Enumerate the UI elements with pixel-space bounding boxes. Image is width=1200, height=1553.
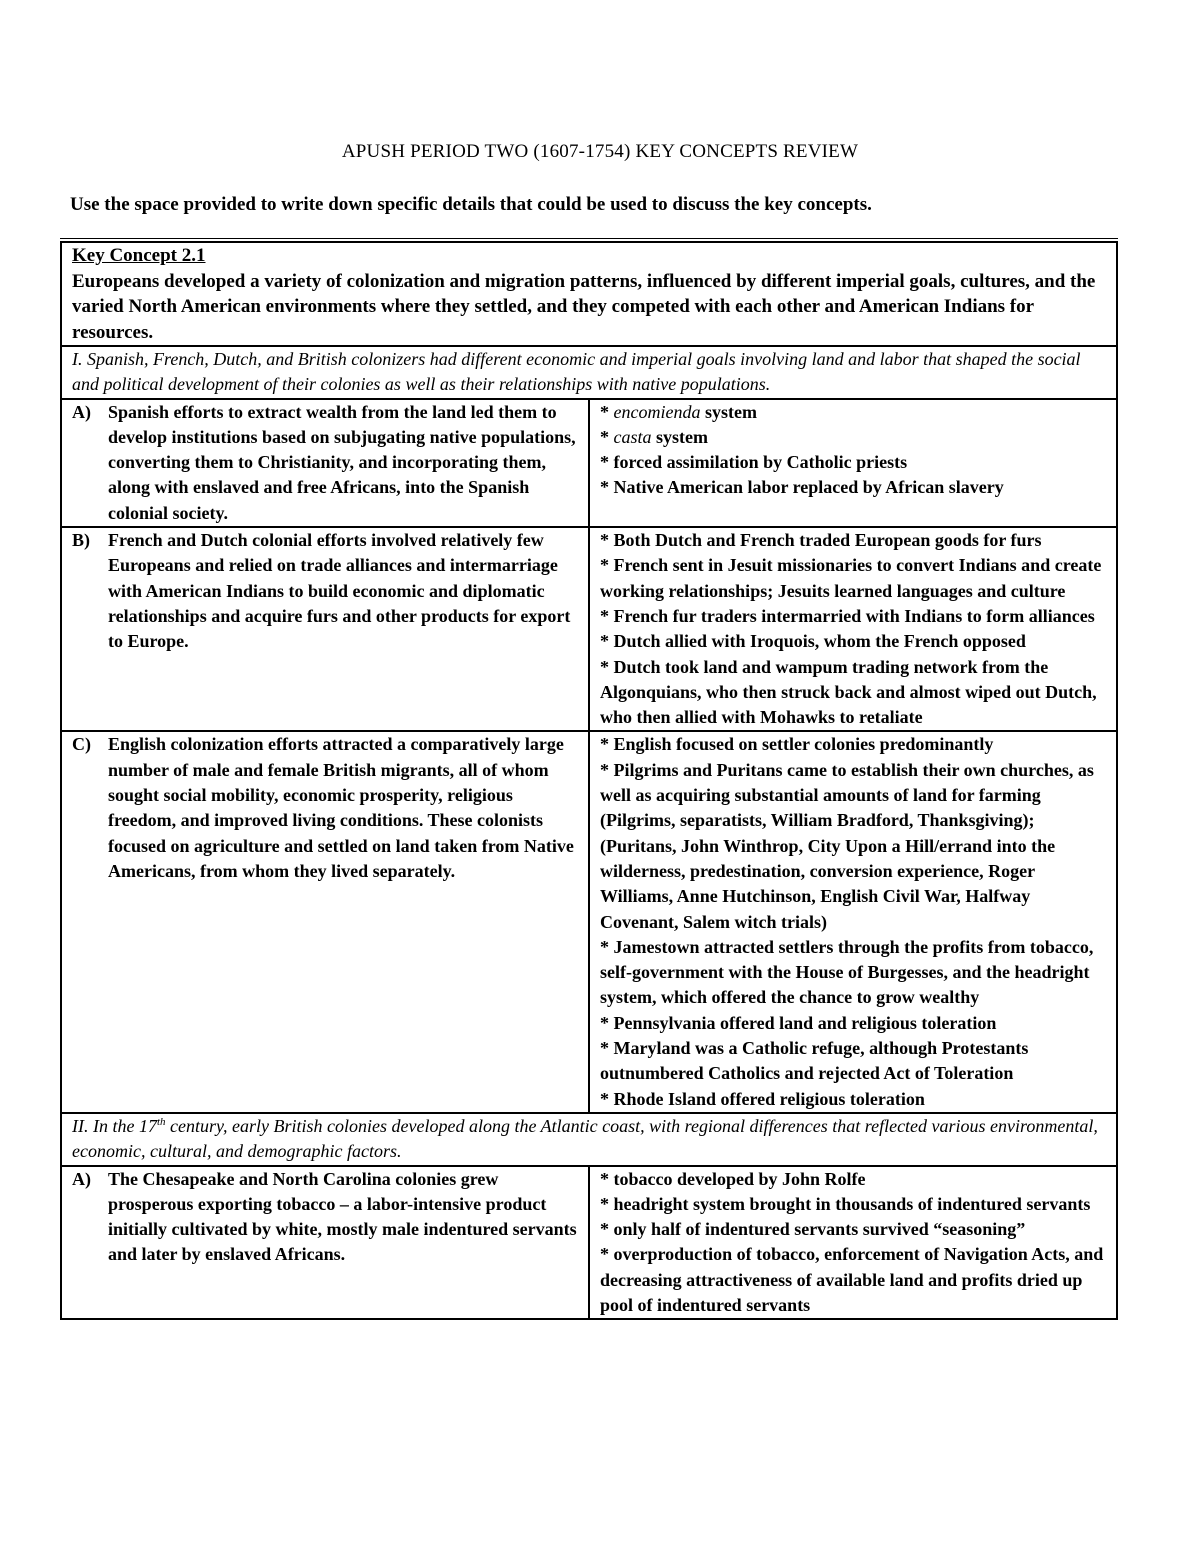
detail-item: * Dutch took land and wampum trading network from the Algonquians, who then struck back and almost wiped out Dutch, who then allied with Mohawks to retaliate [600, 656, 1097, 728]
key-concept-header-row [61, 242, 1117, 346]
detail-item: * tobacco developed by John Rolfe [600, 1168, 866, 1189]
detail-item: * French sent in Jesuit missionaries to convert Indians and create working relationships; Jesuits learned languages and culture [600, 555, 1102, 601]
table-row [61, 527, 1117, 731]
detail-item: * Pilgrims and Puritans came to establish their own churches, as well as acquiring substantial amounts of land for farming (Pilgrims, separatists, William Bradford, Thanksgiving); (Puritans, John Winthrop, City Upon a Hill/errand into the wilderness, predestination, conversion experience, Roger Williams, Anne Hutchinson, English Civil War, Halfway Covenant, Salem witch trials) [600, 759, 1094, 932]
concept-cell [61, 1166, 589, 1320]
key-concepts-table [60, 241, 1118, 1320]
concept-cell [61, 731, 589, 1112]
table-row [61, 399, 1117, 527]
concept-text: Spanish efforts to extract wealth from the land led them to develop institutions based on subjugating native populations, converting them to Christianity, and incorporating them, along with enslaved and free Africans, into the Spanish colonial society. [108, 401, 576, 523]
row-letter: C) [72, 734, 91, 755]
row-letter: A) [72, 1168, 91, 1189]
details-cell [589, 527, 1117, 731]
divider [60, 238, 1118, 239]
table-row [61, 1166, 1117, 1320]
detail-item: * only half of indentured servants survived “seasoning” [600, 1219, 1026, 1240]
section-heading-row [61, 1113, 1117, 1166]
details-cell [589, 399, 1117, 527]
detail-item: * Jamestown attracted settlers through the profits from tobacco, self-government with the House of Burgesses, and the headright system, which offered the chance to grow wealthy [600, 936, 1094, 1008]
detail-item: * French fur traders intermarried with Indians to form alliances [600, 605, 1095, 626]
detail-item: * Both Dutch and French traded European goods for furs [600, 530, 1042, 551]
concept-cell [61, 527, 589, 731]
concept-cell [61, 399, 589, 527]
detail-item: * casta system [600, 426, 708, 447]
row-letter: A) [72, 401, 91, 422]
row-letter: B) [72, 530, 90, 551]
section-heading-row [61, 346, 1117, 399]
detail-item: * encomienda system [600, 401, 757, 422]
section-1-heading: I. Spanish, French, Dutch, and British colonizers had different economic and imperial goals involving land and labor that shaped the social and political development of their colonies as well as their relationships with native populations. [61, 346, 1117, 399]
instructions: Use the space provided to write down specific details that could be used to discuss the key concepts. [70, 194, 872, 215]
key-concept-text: Europeans developed a variety of colonization and migration patterns, influenced by different imperial goals, cultures, and the varied North American environments where they settled, and they competed with each other and American Indians for resources. [72, 270, 1096, 343]
section-2-heading: II. In the 17th century, early British colonies developed along the Atlantic coast, with regional differences that reflected various environmental, economic, cultural, and demographic factors. [61, 1113, 1117, 1166]
detail-item: * Native American labor replaced by African slavery [600, 477, 1004, 498]
detail-item: * Rhode Island offered religious toleration [600, 1088, 925, 1109]
key-concept-cell [61, 242, 1117, 346]
table-row [61, 731, 1117, 1112]
key-concept-label: Key Concept 2.1 [72, 245, 206, 266]
details-cell [589, 1166, 1117, 1320]
details-cell [589, 731, 1117, 1112]
page-title: APUSH PERIOD TWO (1607-1754) KEY CONCEPTS REVIEW [341, 141, 859, 162]
concept-text: French and Dutch colonial efforts involved relatively few Europeans and relied on trade alliances and intermarriage with American Indians to build economic and diplomatic relationships and acquire furs and other products for export to Europe. [108, 530, 571, 652]
detail-item: * headright system brought in thousands of indentured servants [600, 1193, 1091, 1214]
detail-item: * Pennsylvania offered land and religious toleration [600, 1012, 997, 1033]
detail-item: * forced assimilation by Catholic priests [600, 452, 908, 473]
detail-item: * overproduction of tobacco, enforcement of Navigation Acts, and decreasing attractiveness of available land and profits dried up pool of indentured servants [600, 1244, 1104, 1315]
detail-item: * Dutch allied with Iroquois, whom the French opposed [600, 631, 1026, 652]
detail-item: * Maryland was a Catholic refuge, although Protestants outnumbered Catholics and rejected Act of Toleration [600, 1038, 1029, 1084]
detail-item: * English focused on settler colonies predominantly [600, 734, 994, 755]
concept-text: English colonization efforts attracted a comparatively large number of male and female British migrants, all of whom sought social mobility, economic prosperity, religious freedom, and improved living conditions. These colonists focused on agriculture and settled on land taken from Native Americans, from whom they lived separately. [108, 734, 574, 881]
concept-text: The Chesapeake and North Carolina colonies grew prosperous exporting tobacco – a labor-intensive product initially cultivated by white, mostly male indentured servants and later by enslaved Africans. [108, 1168, 577, 1265]
